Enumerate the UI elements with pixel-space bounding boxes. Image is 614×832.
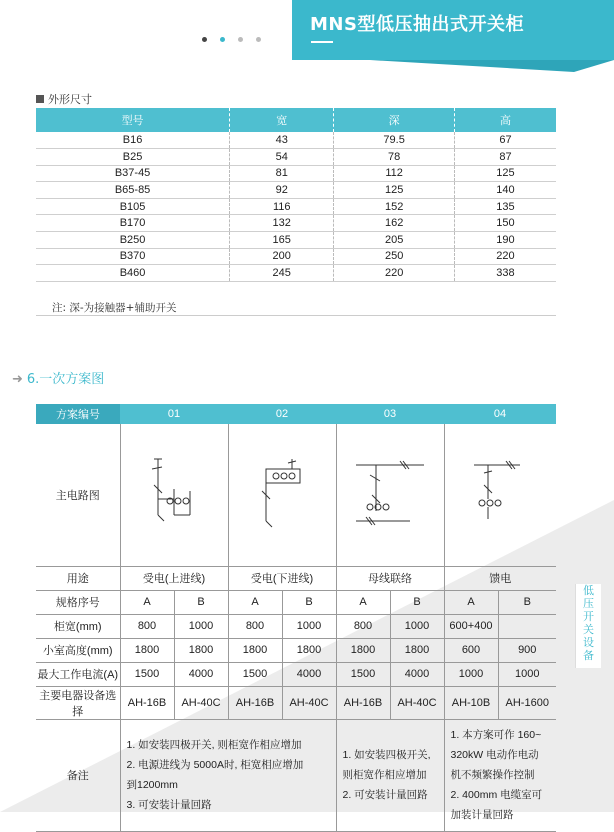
equipment-row-cell: AH-16B bbox=[120, 686, 174, 719]
height-row-cell: 1800 bbox=[336, 638, 390, 662]
remark-line: 2. 400mm 电缆室可 bbox=[450, 789, 543, 801]
height-row-cell: 1800 bbox=[390, 638, 444, 662]
remark-line: 1. 如安装四极开关, bbox=[342, 749, 431, 761]
table-cell: B170 bbox=[36, 215, 230, 232]
table-cell: 81 bbox=[230, 165, 334, 182]
table-cell: 140 bbox=[454, 182, 556, 199]
table-cell: B460 bbox=[36, 265, 230, 282]
table-cell: 79.5 bbox=[334, 132, 455, 149]
side-label-char: 压 bbox=[583, 597, 594, 610]
usage-row bbox=[36, 566, 556, 590]
spec-row bbox=[36, 590, 556, 614]
diagram-cell bbox=[228, 424, 336, 566]
remark-line: 3. 可安装计量回路 bbox=[126, 799, 212, 811]
table-row bbox=[36, 198, 556, 215]
table-cell: 220 bbox=[454, 248, 556, 265]
table-cell: 162 bbox=[334, 215, 455, 232]
width-row-cell: 1000 bbox=[174, 614, 228, 638]
side-label bbox=[575, 584, 601, 668]
remark-line: 2. 电源进线为 5000A时, 柜宽相应增加 bbox=[126, 759, 304, 771]
table-row bbox=[36, 165, 556, 182]
remarks-cell bbox=[336, 719, 444, 831]
pagination-dots[interactable] bbox=[202, 37, 261, 42]
table-header-row bbox=[36, 108, 556, 132]
table-row bbox=[36, 232, 556, 249]
remarks-row bbox=[36, 719, 556, 831]
width-row-cell: 1000 bbox=[390, 614, 444, 638]
width-row-label: 柜宽(mm) bbox=[36, 614, 120, 638]
scheme-number: 04 bbox=[444, 404, 556, 424]
width-row-cell: 800 bbox=[120, 614, 174, 638]
height-row-cell: 1800 bbox=[174, 638, 228, 662]
usage-cell: 馈电 bbox=[444, 566, 556, 590]
table-row bbox=[36, 265, 556, 282]
table-cell: 135 bbox=[454, 198, 556, 215]
spec-row-label: 规格序号 bbox=[36, 590, 120, 614]
table-cell: 112 bbox=[334, 165, 455, 182]
column-header: 型号 bbox=[36, 108, 230, 132]
current-row-cell: 1000 bbox=[444, 662, 498, 686]
table-cell: B105 bbox=[36, 198, 230, 215]
spec-row-cell: B bbox=[174, 590, 228, 614]
remark-line: 机不频繁操作控制 bbox=[450, 769, 535, 781]
column-header: 高 bbox=[454, 108, 556, 132]
circuit-diagram-02-icon bbox=[252, 455, 312, 535]
spec-row-cell: B bbox=[498, 590, 556, 614]
table-cell: 190 bbox=[454, 232, 556, 249]
side-label-char: 低 bbox=[583, 584, 594, 597]
width-row-cell: 1000 bbox=[282, 614, 336, 638]
current-row-cell: 1500 bbox=[336, 662, 390, 686]
side-label-char: 设 bbox=[583, 636, 594, 649]
table-cell: 165 bbox=[230, 232, 334, 249]
equipment-row-cell: AH-16B bbox=[228, 686, 282, 719]
table-cell: 54 bbox=[230, 149, 334, 166]
diagram-cell bbox=[336, 424, 444, 566]
spec-row-cell: B bbox=[282, 590, 336, 614]
remark-line: 到1200mm bbox=[126, 779, 178, 791]
circuit-diagram-01-icon bbox=[144, 455, 204, 535]
diagram-label: 主电路图 bbox=[36, 424, 120, 566]
spec-row-cell: A bbox=[336, 590, 390, 614]
table-cell: 87 bbox=[454, 149, 556, 166]
column-header: 深 bbox=[334, 108, 455, 132]
usage-cell: 受电(下进线) bbox=[228, 566, 336, 590]
height-row-cell: 1800 bbox=[120, 638, 174, 662]
diagram-row bbox=[36, 424, 556, 566]
table-row bbox=[36, 132, 556, 149]
current-row-cell: 4000 bbox=[390, 662, 444, 686]
equipment-row-cell: AH-40C bbox=[174, 686, 228, 719]
page-dot-active[interactable] bbox=[220, 37, 225, 42]
equipment-row-label: 主要电器设备选择 bbox=[36, 686, 120, 719]
scheme-number: 01 bbox=[120, 404, 228, 424]
equipment-row-cell: AH-16B bbox=[336, 686, 390, 719]
spec-row-cell: B bbox=[390, 590, 444, 614]
current-row-label: 最大工作电流(A) bbox=[36, 662, 120, 686]
scheme-number-label: 方案编号 bbox=[36, 404, 120, 424]
equipment-row-cell: AH-40C bbox=[282, 686, 336, 719]
title-underline bbox=[311, 41, 333, 43]
width-row-cell bbox=[498, 614, 556, 638]
scheme-table bbox=[36, 404, 556, 832]
circuit-diagram-04-icon bbox=[470, 455, 530, 535]
dimensions-note: 注: 深-为接触器+辅助开关 bbox=[52, 302, 177, 314]
page-dot[interactable] bbox=[202, 37, 207, 42]
table-cell: 150 bbox=[454, 215, 556, 232]
table-cell: B370 bbox=[36, 248, 230, 265]
remarks-cell bbox=[120, 719, 336, 831]
scheme-number: 02 bbox=[228, 404, 336, 424]
height-row bbox=[36, 638, 556, 662]
equipment-row bbox=[36, 686, 556, 719]
equipment-row-cell: AH-40C bbox=[390, 686, 444, 719]
circuit-diagram-03-icon bbox=[350, 455, 430, 535]
table-cell: 220 bbox=[334, 265, 455, 282]
table-cell: 92 bbox=[230, 182, 334, 199]
current-row-cell: 1500 bbox=[228, 662, 282, 686]
column-header: 宽 bbox=[230, 108, 334, 132]
table-cell: 125 bbox=[334, 182, 455, 199]
width-row-cell: 600+400 bbox=[444, 614, 498, 638]
side-label-char: 备 bbox=[583, 649, 594, 662]
table-cell: 132 bbox=[230, 215, 334, 232]
table-cell: 205 bbox=[334, 232, 455, 249]
current-row-cell: 1500 bbox=[120, 662, 174, 686]
page-dot[interactable] bbox=[256, 37, 261, 42]
section-dimensions-title: 外形尺寸 bbox=[36, 91, 92, 107]
height-row-label: 小室高度(mm) bbox=[36, 638, 120, 662]
spec-row-cell: A bbox=[444, 590, 498, 614]
page-title: MNS型低压抽出式开关柜 bbox=[310, 14, 524, 35]
table-cell: 245 bbox=[230, 265, 334, 282]
table-cell: 200 bbox=[230, 248, 334, 265]
square-bullet-icon bbox=[36, 95, 44, 103]
side-label-char: 开 bbox=[583, 610, 594, 623]
table-cell: 116 bbox=[230, 198, 334, 215]
remark-line: 2. 可安装计量回路 bbox=[342, 789, 428, 801]
scheme-header-row bbox=[36, 404, 556, 424]
spec-row-cell: A bbox=[228, 590, 282, 614]
height-row-cell: 900 bbox=[498, 638, 556, 662]
table-cell: 338 bbox=[454, 265, 556, 282]
table-cell: 152 bbox=[334, 198, 455, 215]
table-row bbox=[36, 215, 556, 232]
divider bbox=[36, 315, 556, 316]
table-row bbox=[36, 248, 556, 265]
width-row-cell: 800 bbox=[228, 614, 282, 638]
current-row-cell: 4000 bbox=[174, 662, 228, 686]
table-cell: B250 bbox=[36, 232, 230, 249]
arrow-right-icon: ➜ bbox=[12, 372, 23, 387]
equipment-row-cell: AH-1600 bbox=[498, 686, 556, 719]
table-cell: B25 bbox=[36, 149, 230, 166]
usage-cell: 母线联络 bbox=[336, 566, 444, 590]
spec-row-cell: A bbox=[120, 590, 174, 614]
height-row-cell: 1800 bbox=[228, 638, 282, 662]
height-row-cell: 1800 bbox=[282, 638, 336, 662]
table-cell: 78 bbox=[334, 149, 455, 166]
dimensions-table bbox=[36, 108, 556, 282]
table-row bbox=[36, 182, 556, 199]
remark-line: 则柜宽作相应增加 bbox=[342, 769, 427, 781]
width-row-cell: 800 bbox=[336, 614, 390, 638]
table-cell: B65-85 bbox=[36, 182, 230, 199]
table-cell: 67 bbox=[454, 132, 556, 149]
width-row bbox=[36, 614, 556, 638]
remark-line: 1. 如安装四极开关, 则柜宽作相应增加 bbox=[126, 739, 302, 751]
remarks-cell bbox=[444, 719, 556, 831]
remarks-label: 备注 bbox=[36, 719, 120, 831]
table-cell: B37-45 bbox=[36, 165, 230, 182]
scheme-number: 03 bbox=[336, 404, 444, 424]
diagram-cell bbox=[120, 424, 228, 566]
current-row-cell: 1000 bbox=[498, 662, 556, 686]
remark-line: 320kW 电动作电动 bbox=[450, 749, 539, 761]
table-cell: B16 bbox=[36, 132, 230, 149]
usage-cell: 受电(上进线) bbox=[120, 566, 228, 590]
equipment-row-cell: AH-10B bbox=[444, 686, 498, 719]
table-cell: 125 bbox=[454, 165, 556, 182]
table-cell: 250 bbox=[334, 248, 455, 265]
section-scheme-title: ➜ 6.一次方案图 bbox=[12, 372, 105, 387]
current-row-cell: 4000 bbox=[282, 662, 336, 686]
table-row bbox=[36, 149, 556, 166]
page-dot[interactable] bbox=[238, 37, 243, 42]
diagram-cell bbox=[444, 424, 556, 566]
remark-line: 加装计量回路 bbox=[450, 809, 514, 821]
usage-label: 用途 bbox=[36, 566, 120, 590]
current-row bbox=[36, 662, 556, 686]
table-cell: 43 bbox=[230, 132, 334, 149]
remark-line: 1. 本方案可作 160~ bbox=[450, 729, 542, 741]
side-label-char: 关 bbox=[583, 623, 594, 636]
height-row-cell: 600 bbox=[444, 638, 498, 662]
